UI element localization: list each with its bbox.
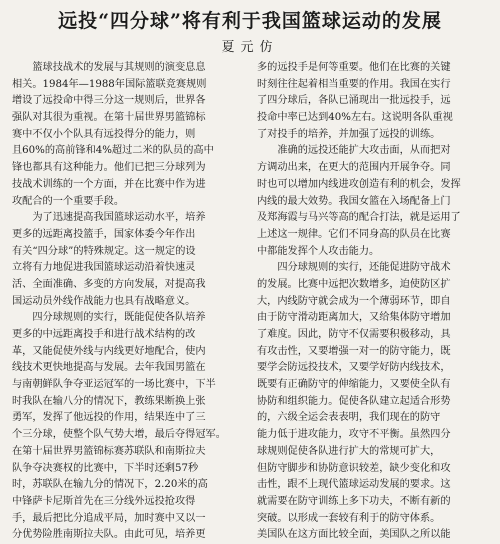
text-line: 四分球规则的实行，既能促使各队培养 (12, 312, 206, 324)
text-line: 且60%的高前锋和4%超过二米的队员的高中 (12, 145, 214, 157)
text-line: 时刻往往起着相当重要的作用。我国在实行 (257, 78, 451, 90)
right-text-column (257, 60, 488, 541)
text-line: 篮球技战术的发展与其规则的演变息息 (12, 62, 206, 73)
text-line: 有攻击性，又要增强一对一的防守能力，既 (257, 345, 451, 357)
text-line: 与南朝鲜队争夺亚运冠军的一场比赛中，下半 (12, 379, 216, 391)
text-line: 时也可以增加内线进攻创造有利的机会，发挥 (257, 178, 461, 190)
text-line: 时，苏联队在输九分的情况下，2.20米的高 (12, 479, 208, 491)
text-line: 攻配合的一个重要手段。 (12, 195, 125, 207)
text-line: 要学会防远投技术，又要学好防内线技术， (257, 362, 451, 374)
text-line: 大，内线防守就会成为一个薄弱环节，即自 (257, 295, 451, 307)
text-line: 球规则促使各队进行扩大的常规可扩大， (257, 445, 441, 457)
text-line: 分优势险胜南斯拉夫队。由此可见，培养更 (12, 529, 206, 541)
text-line: 增设了远投命中得三分这一规则后，世界各 (12, 95, 206, 107)
text-line: 手，最后把比分追成平局，加时赛中又以一 (12, 512, 206, 524)
text-line: 的发展。比赛中远把次数增多，迫使防区扩 (257, 278, 451, 290)
text-line: 协防和组织能力。促使各队建立起适合形势 (257, 395, 451, 407)
text-line: 为了迅速提高我国篮球运动水平，培养 (12, 212, 206, 224)
text-line: 国运动员外线作战能力也具有战略意义。 (12, 295, 196, 307)
text-line: 锋也都具有这种能力。他们已把三分球列为 (12, 162, 206, 174)
text-line: 既要有正确防守的伸缩能力，又要使全队有 (257, 379, 451, 391)
text-line: 了难度。因此，防守不仅需要积极移动，具 (257, 329, 451, 340)
text-line: 了对投手的培养，并加强了远投的训练。 (257, 128, 441, 140)
text-line: 能力低于进攻能力，攻守不平衡。虽然四分 (257, 429, 451, 441)
text-line: 赛中不仅小个队具有远投得分的能力，则 (12, 128, 196, 140)
text-line: 有关“四分球”的特殊规定。这一规定的设 (12, 245, 196, 257)
text-line: 美国队在这方面比较全面，美国队之所以能 (257, 529, 451, 541)
text-line: 内线的最大效势。我国女篮在入场配备上门 (257, 195, 451, 207)
text-line: 线技术更快地提高与发展。去年我国男篮在 (12, 362, 206, 374)
text-line: 强队对其很为重视。在第十届世界男篮锦标 (12, 112, 206, 124)
text-line: 技战术训练的一个方面，并在比赛中作为进 (12, 178, 206, 190)
text-line: 个三分球，使整个队气势大增，最后夺得冠军。 (12, 429, 226, 441)
text-line: 队争夺决赛权的比赛中，下半时还剩57秒 (12, 462, 199, 474)
text-line: 的，六级全运会表表明，我们现在的防守 (257, 412, 441, 424)
text-line: 就需要在防守训练上多下功夫，不断有新的 (257, 495, 451, 507)
text-line: 方调动出来，在更大的范围内开展争夺。同 (257, 162, 451, 174)
text-line: 四分球规则的实行，还能促进防守战术 (257, 262, 451, 274)
text-line: 中都能发挥个人攻击能力。 (257, 245, 380, 257)
text-line: 及郑海霞与马兴等高的配合打法，就是运用了 (257, 212, 461, 224)
text-line: 相关。1984年—1988年国际篮联竞赛规则 (12, 78, 207, 90)
article-title: 远投“四分球”将有利于我国篮球运动的发展 (58, 10, 442, 32)
article-author: 夏元仿 (221, 40, 279, 55)
text-line: 立将有力地促进我国篮球运动沿着快速灵 (12, 262, 196, 274)
text-line: 准确的远投还能扩大攻击面，从而把对 (257, 145, 451, 157)
text-line: 在第十届世界男篮锦标赛苏联队和南斯拉夫 (12, 445, 206, 457)
text-line: 中锋萨卡尼斯首先在三分线外远投抢攻得 (12, 495, 196, 507)
text-line: 击性，跟不上现代篮球运动发展的要求。这 (257, 479, 451, 491)
text-line: 活、全面准确、多变的方向发展，对提高我 (12, 278, 206, 290)
text-line: 上述这一规律。它们不同身高的队员在比赛 (257, 228, 451, 240)
text-line: 更多的中远距离投手和进行战术结构的改 (12, 329, 196, 340)
text-line: 了四分球后，各队已涌现出一批远投手，远 (257, 95, 451, 107)
text-line: 投命中率已达到40%左右。这说明各队重视 (257, 112, 453, 124)
text-line: 时我队在输八分的情况下，教练果断换上张 (12, 395, 206, 407)
text-line: 革，又能促使外线与内线更好地配合，使内 (12, 345, 206, 357)
text-line: 勇军，发挥了他远投的作用，结果连中了三 (12, 412, 206, 424)
text-line: 但防守脚步和协防意识较差，缺少变化和攻 (257, 462, 451, 474)
left-text-column (12, 60, 243, 541)
text-line: 突破。以形成一套较有利于的防守体系。 (257, 512, 441, 524)
text-line: 由于防守滑动距离加大，又给集体防守增加 (257, 312, 451, 324)
text-line: 更多的远距离投篮手，国家体委今年作出 (12, 228, 196, 240)
text-line: 多的远投手是何等重要。他们在比赛的关键 (257, 62, 451, 73)
